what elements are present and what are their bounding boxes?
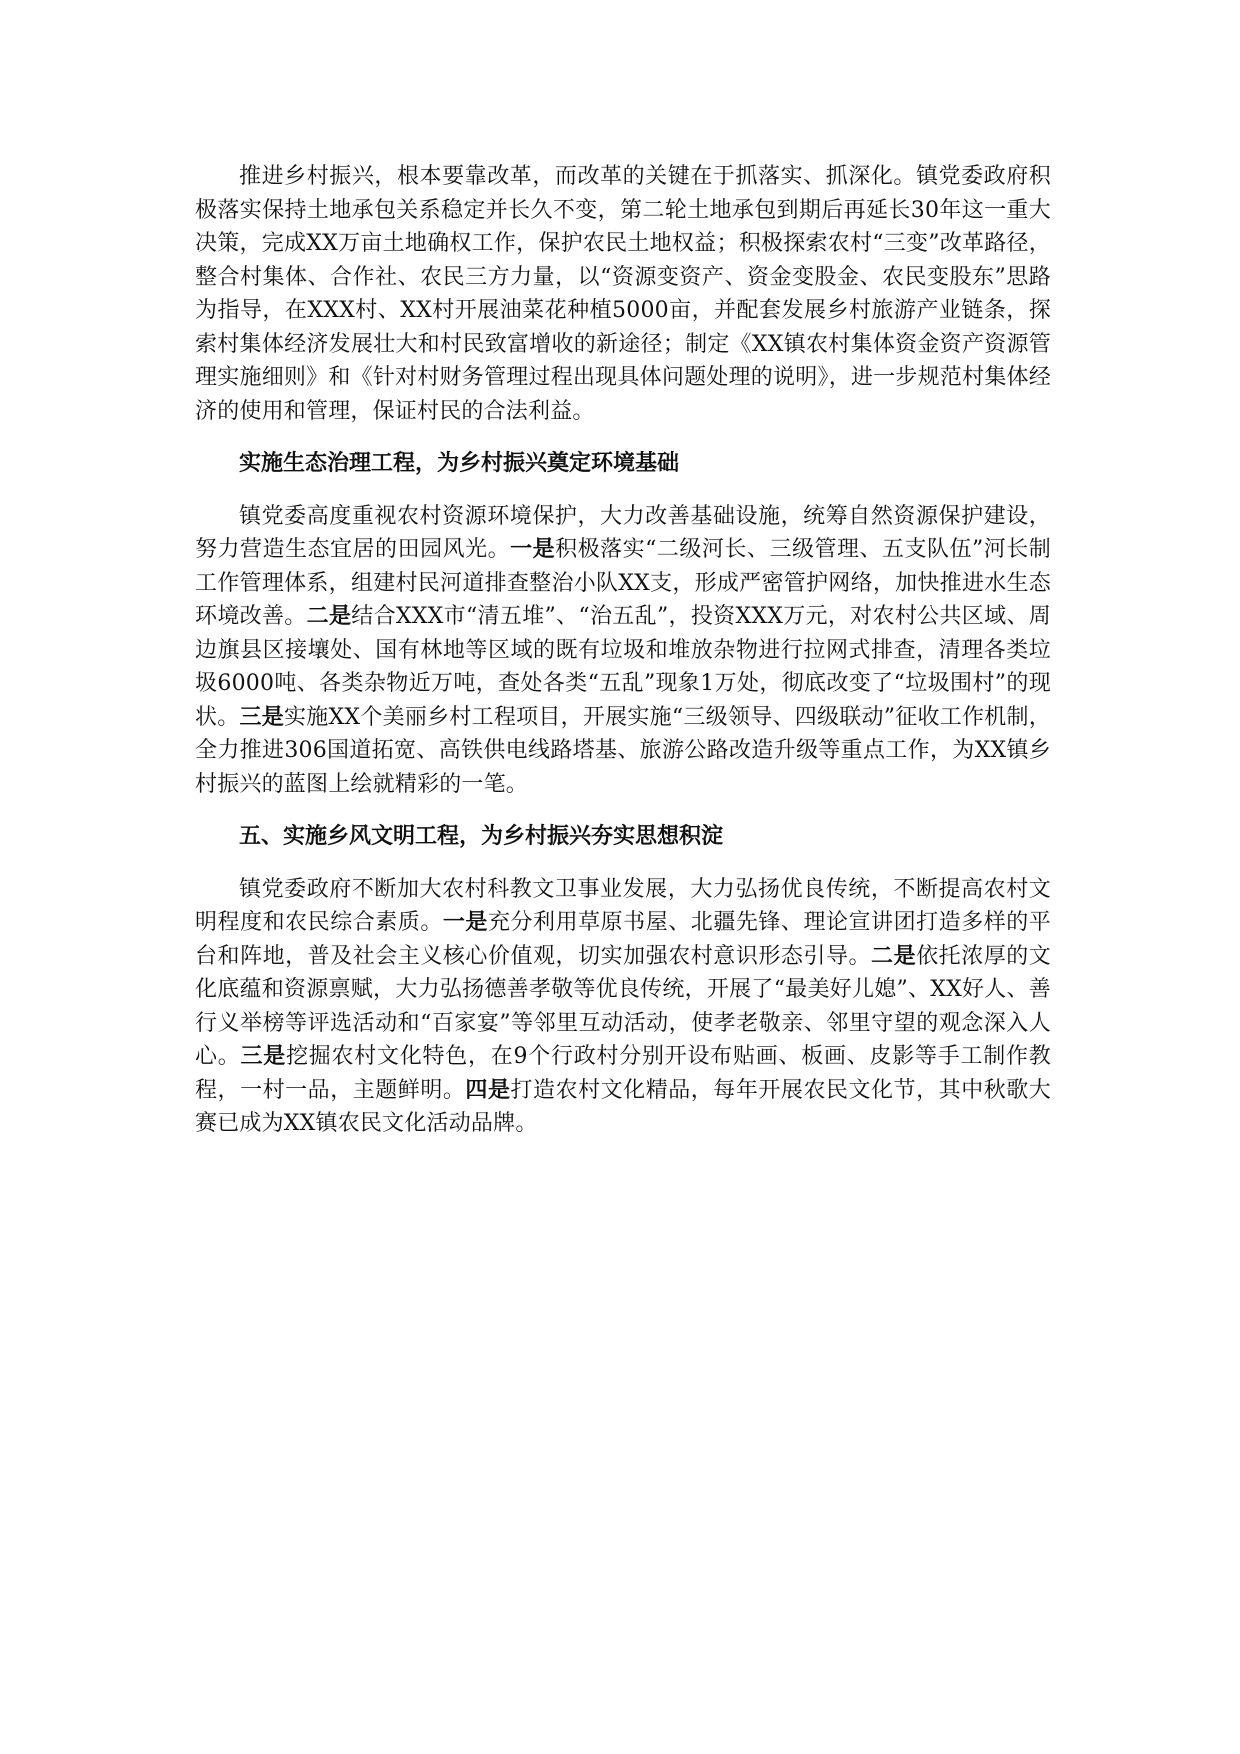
paragraph-ecology — [195, 500, 1051, 802]
paragraph-ecology-intro: 镇党委高度重视农村资源环境保护，大力改善基础设施，统筹自然资源保护建设，努力营造生态宜居的田园风光。 — [195, 503, 1051, 562]
civility-point-2-text: 依托浓厚的文化底蕴和资源禀赋，大力弘扬德善孝敬等优良传统，开展了“最美好儿媳”、XX好人、善行义举榜等评选活动和“百家宴”等邻里互动活动，使孝老敬亲、邻里守望的观念深入人心。 — [195, 943, 1051, 1069]
civility-point-1-text: 充分利用草原书屋、北疆先锋、理论宣讲团打造多样的平台和阵地，普及社会主义核心价值观，切实加强农村意识形态引导。 — [195, 910, 1051, 969]
heading-ecology: 实施生态治理工程，为乡村振兴奠定环境基础 — [239, 450, 680, 476]
document-page — [195, 160, 1051, 1141]
paragraph-civility — [195, 873, 1051, 1141]
civility-point-4-text: 打造农村文化精品，每年开展农民文化节，其中秋歌大赛已成为XX镇农民文化活动品牌。 — [195, 1077, 1051, 1136]
point-2-lead: 二是 — [306, 603, 352, 629]
paragraph-civility-intro: 镇党委政府不断加大农村科教文卫事业发展，大力弘扬优良传统，不断提高农村文明程度和农民综合素质。 — [195, 876, 1051, 935]
point-3-lead: 三是 — [239, 703, 285, 730]
paragraph-reform: 推进乡村振兴，根本要靠改革，而改革的关键在于抓落实、抓深化。镇党委政府积极落实保持土地承包关系稳定并长久不变，第二轮土地承包到期后再延长30年这一重大决策，完成XX万亩土地确权工作，保护农民土地权益；积极探索农村“三变”改革路径，整合村集体、合作社、农民三方力量，以“资源变资产、资金变股金、农民变股东”思路为指导，在XXX村、XX村开展油菜花种植5000亩，并配套发展乡村旅游产业链条，探索村集体经济发展壮大和村民致富增收的新途径；制定《XX镇农村集体资金资产资源管理实施细则》和《针对村财务管理过程出现具体问题处理的说明》，进一步规范村集体经济的使用和管理，保证村民的合法利益。 — [195, 164, 1051, 424]
point-2-text: 结合XXX市“清五堆”、“治五乱”，投资XXX万元，对农村公共区域、周边旗县区接壤处、国有林地等区域的既有垃圾和堆放杂物进行拉网式排查，清理各类垃圾6000吨、各类杂物近万吨，查处各类“五乱”现象1万处，彻底改变了“垃圾围村”的现状。 — [195, 604, 1051, 730]
heading-civility: 五、实施乡风文明工程，为乡村振兴夯实思想积淀 — [239, 823, 724, 849]
civility-point-1-lead: 一是 — [442, 909, 488, 935]
point-3-text: 实施XX个美丽乡村工程项目，开展实施“三级领导、四级联动”征收工作机制，全力推进306国道拓宽、高铁供电线路塔基、旅游公路改造升级等重点工作，为XX镇乡村振兴的蓝图上绘就精彩的一笔。 — [195, 704, 1051, 797]
civility-point-4-lead: 四是 — [465, 1076, 511, 1103]
point-1-lead: 一是 — [510, 536, 556, 562]
civility-point-2-lead: 二是 — [871, 942, 917, 969]
civility-point-3-text: 挖掘农村文化特色，在9个行政村分别开设布贴画、板画、皮影等手工制作教程，一村一品，主题鲜明。 — [195, 1044, 1052, 1103]
point-1-text: 积极落实“二级河长、三级管理、五支队伍”河长制工作管理体系，组建村民河道排查整治小队XX支，形成严密管护网络，加快推进水生态环境改善。 — [195, 537, 1051, 629]
civility-point-3-lead: 三是 — [240, 1043, 287, 1069]
